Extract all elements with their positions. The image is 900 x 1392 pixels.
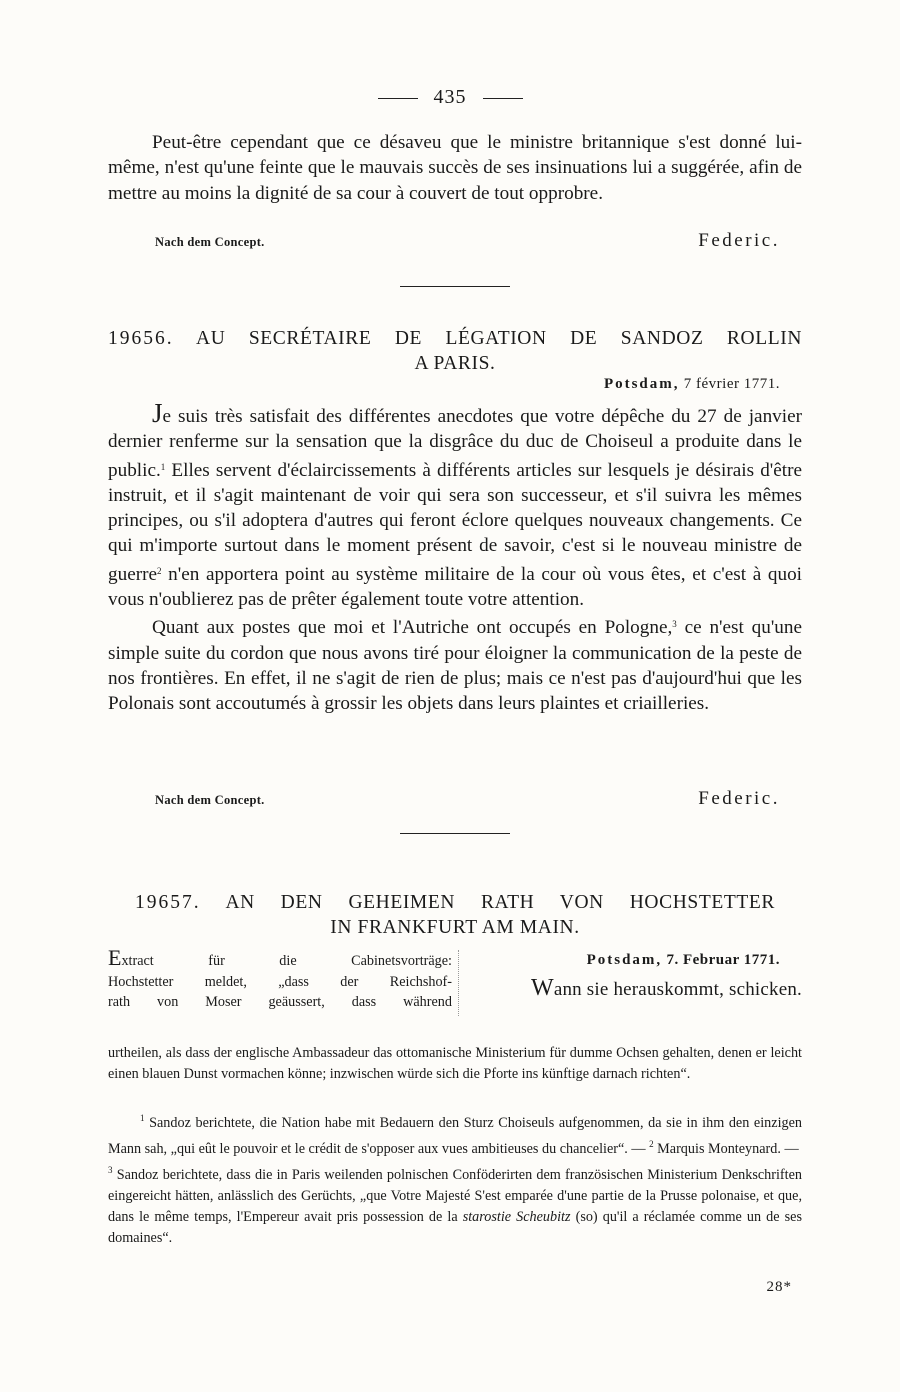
text-run: n'en apportera point au système militaire de la cour où vous êtes, et c'est à quoi vous n'oublierez pas de prêter également toute votre attention. <box>108 563 802 611</box>
text-run: e suis très satisfait des différentes anecdotes que votre dépêche du 27 de janvier dernier renferme sur la sensation que la disgrâce du duc de Choiseul a produite dans le public. <box>108 406 802 481</box>
footnote-mark: 1 <box>140 1113 145 1123</box>
initial-letter: W <box>530 975 554 1001</box>
heading-line-1 <box>108 326 802 351</box>
continuation-text: urtheilen, als dass der englische Ambassadeur das ottomanische Ministerium für dumme Ochsen gehalten, denen er leicht einen blauen Dunst vormachen könne; inzwischen würde sich die Pforte ins künftige darnach richten“. <box>108 1045 802 1082</box>
page-number <box>0 86 900 109</box>
text-run: starostie Scheubitz <box>462 1208 571 1225</box>
heading-line-2: A PARIS. <box>414 353 496 374</box>
text-run: Elles servent d'éclaircissements à différents articles sur lesquels je désirais d'être instruit, et il s'agit maintenant de voir qui sera son successeur, et s'il suivra les mêmes principes, ou s'il adoptera d'autres qui feront éclore quelques nouveaux changements. Ce qui m'importe surtout dans le moment présent de savoir, c'est si le nouveau ministre de guerre <box>108 459 802 585</box>
initial-letter: J <box>152 398 163 428</box>
footnote-mark: 3 <box>108 1164 113 1175</box>
letter-number: 19657. <box>135 892 201 913</box>
text-run: Quant aux postes que moi et l'Autriche ont occupés en Pologne, <box>152 617 673 639</box>
heading-text: AU SECRÉTAIRE DE LÉGATION DE SANDOZ ROLLIN <box>196 328 803 349</box>
letter-body-19656 <box>108 398 802 717</box>
paragraph-1 <box>108 398 802 612</box>
signature: Federic. <box>698 788 780 809</box>
extract-line-2: Hochstetter meldet, „dass der Reichshof- <box>108 973 452 990</box>
footnote-mark: 2 <box>649 1138 654 1149</box>
intro-text: Peut-être cependant que ce désaveu que le ministre britannique s'est donné lui-même, n'est qu'une feinte que le mauvais succès de ses insinuations lui a suggérée, afin de mettre au moins la dignité de sa cour à couvert de tout opprobre. <box>108 132 802 204</box>
text-run: Sandoz berichtete, die Nation habe mit Bedauern den Sturz Choiseuls aufgenommen, da sie in ihm den einzigen Mann sah, „qui eût le pouvoir et le crédit de s'opposer aux vues ambitieuses du chancelier“. — <box>108 1115 802 1157</box>
heading-line-2: IN FRANKFURT AM MAIN. <box>330 917 580 938</box>
dateline-19656 <box>604 376 780 393</box>
text-run: (so) qu'il a réclamée comme un de ses domaines“. <box>108 1208 802 1246</box>
extract-line-3: rath von Moser geäussert, dass während <box>108 994 452 1010</box>
footnote-ref-1: 1 <box>160 461 166 472</box>
text-run: ce n'est qu'une simple suite du cordon que nous avons tiré pour éloigner la communication de la peste de nos frontières. En effet, il ne s'agit de rien de plus; mais ce n'est pas d'aujourd'hui que les Polonais sont accoutumés à grossir les objets dans leurs plaintes et criailleries. <box>108 617 802 715</box>
dateline-19657 <box>484 952 802 969</box>
dash-left <box>378 98 418 99</box>
heading-line-1 <box>135 890 775 915</box>
extract-continuation <box>108 1043 802 1085</box>
cabinet-extract <box>108 945 452 1013</box>
date-place: Potsdam, <box>603 376 680 392</box>
footnote-ref-2: 2 <box>157 565 162 576</box>
sheet-signature: 28* <box>766 1279 792 1295</box>
text-run: Marquis Monteynard. — <box>653 1140 799 1157</box>
king-resolution <box>484 952 802 1002</box>
text-run: ann sie herauskommt, schicken. <box>553 979 802 1000</box>
heading-text: AN DEN GEHEIMEN RATH VON HOCHSTETTER <box>225 892 775 913</box>
intro-signature-row <box>155 230 780 252</box>
paragraph-2 <box>108 612 802 716</box>
footnote-1-2 <box>108 1108 802 1160</box>
column-separator <box>458 950 459 1016</box>
source-note: Nach dem Concept. <box>155 793 265 807</box>
initial-letter: E <box>108 945 122 970</box>
section-divider <box>400 833 510 834</box>
date-place: Potsdam, <box>586 952 663 968</box>
signature: Federic. <box>698 230 780 251</box>
footnotes <box>108 1108 802 1248</box>
source-note: Nach dem Concept. <box>155 235 265 249</box>
resolution-text <box>484 975 802 1002</box>
letter-heading-19657 <box>135 890 775 940</box>
date-day: 7. Februar 1771. <box>666 952 780 968</box>
text-run: Sandoz berichtete, dass die in Paris weilenden polnischen Conföderirten dem französischen Ministerium Denkschriften eingereicht hätten, anlässlich des Gerüchts, „que Votre Majesté S'est emparée d'une partie de la Prusse polonaise, et que, dans le même temps, l'Empereur avait pris possession de la <box>108 1166 802 1225</box>
footnote-3 <box>108 1160 802 1249</box>
page-number-text: 435 <box>433 86 467 108</box>
section-divider <box>400 286 510 287</box>
footnote-ref-3: 3 <box>672 619 677 630</box>
signature-row-19656 <box>155 788 780 810</box>
intro-paragraph <box>108 130 802 206</box>
letter-number: 19656. <box>108 328 174 349</box>
letter-heading-19656 <box>108 326 802 376</box>
text-run: xtract für die Cabinetsvorträge: <box>121 953 452 969</box>
date-day: 7 février 1771. <box>683 376 780 392</box>
dash-right <box>483 98 523 99</box>
extract-line-1 <box>108 945 452 972</box>
